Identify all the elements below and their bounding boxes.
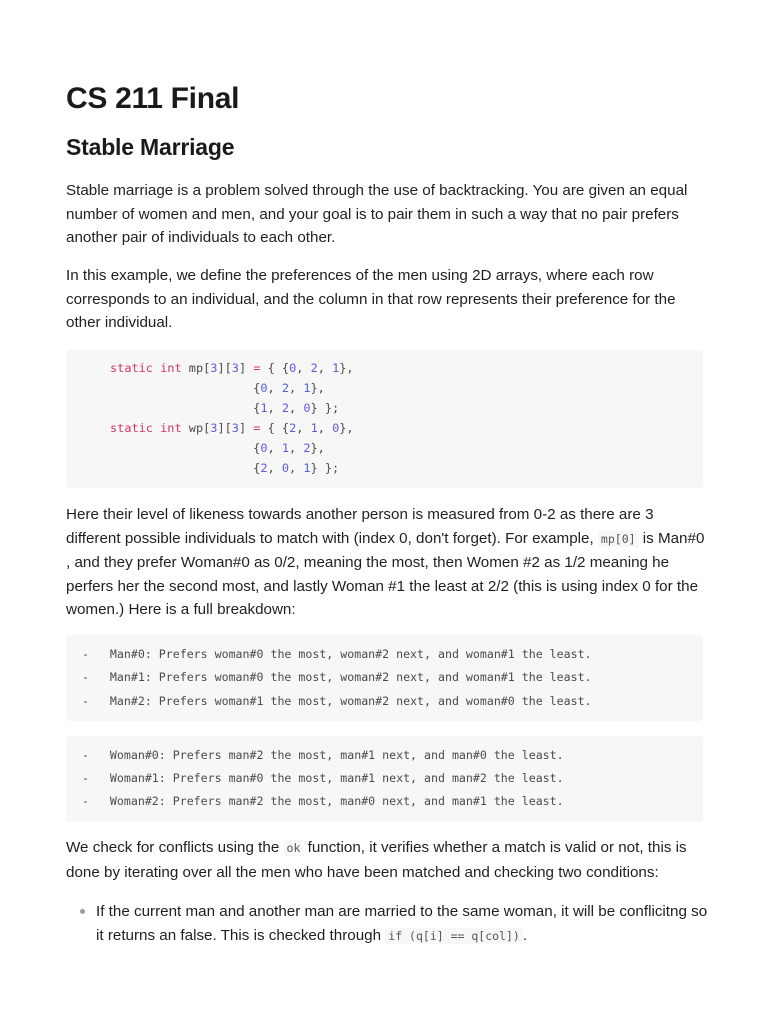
- list-item: - Man#1: Prefers woman#0 the most, woman#2 next, and woman#1 the least.: [82, 670, 592, 684]
- text-line: [66, 527, 703, 552]
- number: 3: [231, 361, 239, 375]
- code-line-wp: static int wp[3][3] = { {2, 1, 0},: [110, 421, 354, 435]
- number: 3: [231, 421, 239, 435]
- intro-paragraph: [66, 179, 703, 250]
- list-item: - Man#0: Prefers woman#0 the most, woman#2 next, and woman#1 the least.: [82, 647, 592, 661]
- text-line: number of women and men, and your goal is to pair them in such a way that no pair prefers: [66, 205, 679, 223]
- conflicts-paragraph: [66, 836, 703, 884]
- code-line: {0, 1, 2},: [110, 441, 325, 455]
- list-item: - Woman#1: Prefers man#0 the most, man#1 next, and man#2 the least.: [82, 771, 564, 785]
- number: 0: [281, 461, 290, 475]
- example-paragraph: [66, 264, 703, 335]
- text-fragment: We check for conflicts using the: [66, 839, 284, 856]
- number: 1: [281, 441, 290, 455]
- text-line: done by iterating over all the men who have been matched and checking two conditions:: [66, 863, 659, 881]
- list-item: - Woman#2: Prefers man#2 the most, man#0 next, and man#1 the least.: [82, 794, 564, 808]
- text-line: , and they prefer Woman#0 as 0/2, meaning the most, then Women #2 as 1/2 meaning he: [66, 554, 670, 571]
- number: 1: [310, 421, 318, 435]
- number: 2: [303, 441, 311, 455]
- text-line: another pair of individuals to each other.: [66, 229, 336, 246]
- text-line: corresponds to an individual, and the column in that row represents their preference for the: [66, 290, 676, 308]
- section-heading: Stable Marriage: [66, 134, 235, 160]
- text-line: In this example, we define the preferences of the men using 2D arrays, where each row: [66, 267, 654, 284]
- keyword: static: [110, 421, 153, 435]
- number: 2: [289, 421, 297, 435]
- preferences-code-block: [66, 350, 703, 488]
- text-fragment: function, it verifies whether a match is valid or not, this is: [303, 839, 687, 856]
- text-line: Stable marriage is a problem solved through the use of backtracking. You are given an equal: [66, 182, 688, 199]
- number: 2: [281, 381, 290, 395]
- keyword: int: [160, 421, 182, 435]
- number: 1: [303, 381, 311, 395]
- keyword: static: [110, 361, 153, 375]
- code-line: {1, 2, 0} };: [110, 401, 340, 415]
- number: 2: [310, 361, 318, 375]
- text-fragment: is Man#0: [638, 529, 705, 547]
- number: 3: [210, 361, 218, 375]
- identifier: mp: [188, 361, 204, 375]
- text-line: women.) Here is a full breakdown:: [66, 601, 296, 618]
- list-item: - Woman#0: Prefers man#2 the most, man#1 next, and man#0 the least.: [82, 748, 564, 762]
- text-line: [66, 836, 703, 861]
- number: 3: [210, 421, 218, 435]
- bullet-dot: [80, 909, 85, 914]
- list-item: - Man#2: Prefers woman#1 the most, woman#2 next, and woman#0 the least.: [82, 694, 592, 708]
- text-fragment: it returns an false. This is checked through: [96, 926, 386, 944]
- number: 2: [281, 401, 290, 415]
- number: 1: [303, 461, 311, 475]
- women-breakdown-block: [66, 736, 703, 822]
- number: 0: [303, 401, 311, 415]
- number: 2: [260, 461, 268, 475]
- inline-code: mp[0]: [598, 531, 639, 547]
- operator: =: [253, 361, 261, 375]
- text-line: other individual.: [66, 314, 173, 331]
- text-line: perfers her the second most, and lastly Woman #1 the least at 2/2 (this is using index 0 for the: [66, 577, 699, 595]
- number: 0: [260, 441, 268, 455]
- inline-code: if (q[i] == q[col]): [385, 928, 523, 944]
- identifier: wp: [188, 421, 204, 435]
- inline-code: ok: [284, 840, 304, 856]
- bullet-item: [96, 900, 708, 948]
- explanation-paragraph: [66, 503, 703, 622]
- text-line: Here their level of likeness towards another person is measured from 0-2 as there are 3: [66, 506, 654, 523]
- page-title: CS 211 Final: [66, 82, 240, 115]
- number: 0: [332, 421, 340, 435]
- text-fragment: different possible individuals to match with (index 0, don't forget). For example,: [66, 529, 598, 547]
- text-line: [96, 924, 703, 949]
- men-breakdown-block: [66, 635, 703, 721]
- code-line: {2, 0, 1} };: [110, 461, 340, 475]
- text-fragment: .: [522, 926, 528, 944]
- number: 0: [260, 381, 268, 395]
- number: 1: [260, 401, 268, 415]
- text-line: If the current man and another man are married to the same woman, it will be conflicitng so: [96, 903, 708, 920]
- number: 0: [289, 361, 297, 375]
- code-line: {0, 2, 1},: [110, 381, 325, 395]
- keyword: int: [160, 361, 182, 375]
- code-line-mp: static int mp[3][3] = { {0, 2, 1},: [110, 361, 354, 375]
- operator: =: [253, 421, 261, 435]
- number: 1: [332, 361, 340, 375]
